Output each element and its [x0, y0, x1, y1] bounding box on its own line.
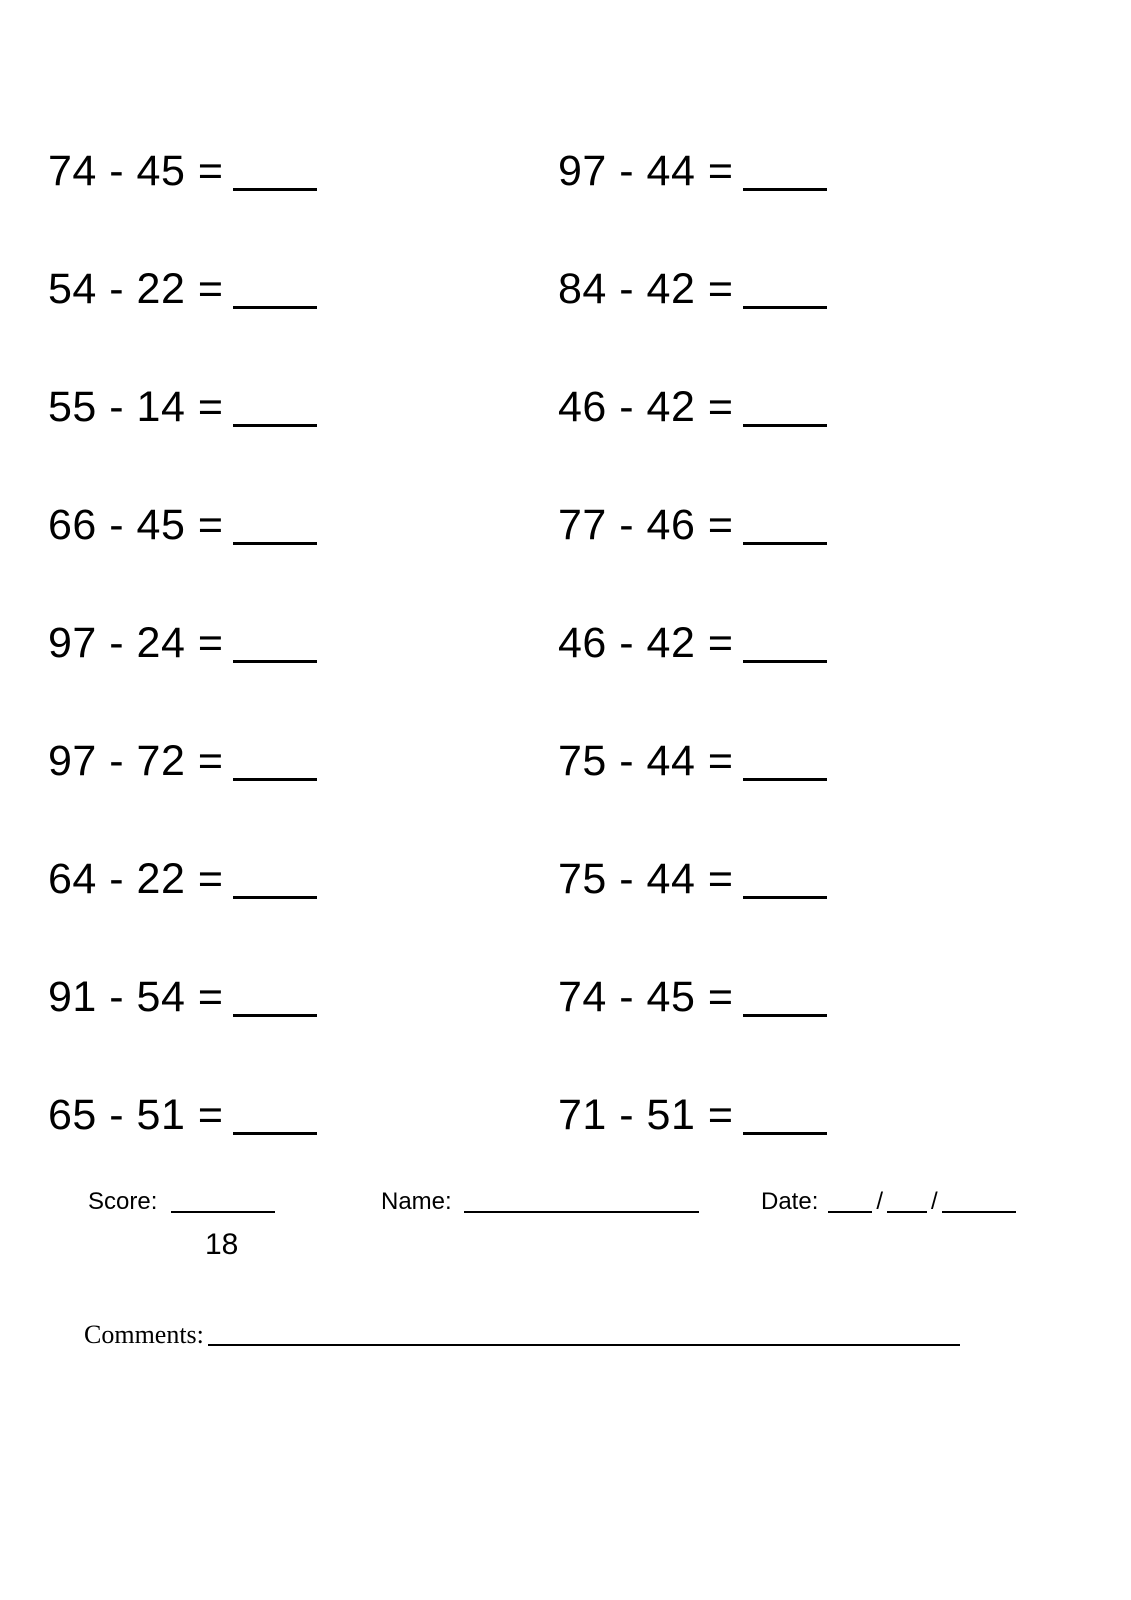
date-year-blank[interactable]: [942, 1211, 1016, 1213]
problem-item: [0, 855, 510, 903]
answer-blank[interactable]: [233, 424, 317, 427]
problem-item: [510, 383, 1130, 431]
problem-item: [0, 1091, 510, 1139]
comments-field: [84, 1320, 960, 1350]
problem-item: [510, 265, 1130, 313]
problem-item: [0, 501, 510, 549]
problem-item: [0, 737, 510, 785]
problem-item: [510, 501, 1130, 549]
problem-expression: 75 - 44 =: [558, 737, 734, 785]
worksheet-footer: [0, 1180, 1131, 1349]
problem-expression: 74 - 45 =: [48, 147, 224, 195]
answer-blank[interactable]: [233, 660, 317, 663]
name-field: [381, 1188, 699, 1216]
problem-row: [0, 737, 1131, 858]
problem-item: [510, 147, 1130, 195]
problem-expression: 71 - 51 =: [558, 1091, 734, 1139]
problem-item: [510, 619, 1130, 667]
comments-blank[interactable]: [208, 1344, 960, 1346]
problem-expression: 54 - 22 =: [48, 265, 224, 313]
problem-row: [0, 973, 1131, 1094]
problem-expression: 64 - 22 =: [48, 855, 224, 903]
answer-blank[interactable]: [743, 896, 827, 899]
answer-blank[interactable]: [743, 660, 827, 663]
problem-expression: 84 - 42 =: [558, 265, 734, 313]
footer-fields-row: [0, 1180, 1131, 1261]
problem-row: [0, 265, 1131, 386]
problem-item: [0, 973, 510, 1021]
problem-expression: 46 - 42 =: [558, 383, 734, 431]
problem-expression: 97 - 44 =: [558, 147, 734, 195]
score-label: Score:: [88, 1188, 158, 1215]
problem-row: [0, 147, 1131, 268]
problem-expression: 75 - 44 =: [558, 855, 734, 903]
answer-blank[interactable]: [233, 778, 317, 781]
problem-expression: 74 - 45 =: [558, 973, 734, 1021]
problem-row: [0, 855, 1131, 976]
date-label: Date:: [761, 1188, 819, 1215]
problem-item: [0, 265, 510, 313]
problem-expression: 97 - 72 =: [48, 737, 224, 785]
date-separator-2: /: [931, 1188, 938, 1215]
problem-expression: 55 - 14 =: [48, 383, 224, 431]
answer-blank[interactable]: [743, 306, 827, 309]
problem-item: [510, 737, 1130, 785]
problems-grid: [0, 147, 1131, 1212]
score-value: 18: [205, 1228, 239, 1261]
answer-blank[interactable]: [233, 896, 317, 899]
answer-blank[interactable]: [233, 188, 317, 191]
date-field: [761, 1188, 1016, 1216]
problem-expression: 66 - 45 =: [48, 501, 224, 549]
date-month-blank[interactable]: [828, 1211, 872, 1213]
problem-row: [0, 501, 1131, 622]
problem-expression: 46 - 42 =: [558, 619, 734, 667]
problem-item: [510, 973, 1130, 1021]
answer-blank[interactable]: [743, 1014, 827, 1017]
problem-item: [0, 619, 510, 667]
answer-blank[interactable]: [743, 542, 827, 545]
date-separator-1: /: [876, 1188, 884, 1215]
problem-item: [510, 1091, 1130, 1139]
problem-expression: 91 - 54 =: [48, 973, 224, 1021]
answer-blank[interactable]: [233, 1014, 317, 1017]
date-day-blank[interactable]: [887, 1211, 927, 1213]
score-blank[interactable]: [171, 1211, 275, 1213]
comments-label: Comments:: [84, 1320, 204, 1349]
answer-blank[interactable]: [233, 1132, 317, 1135]
answer-blank[interactable]: [743, 188, 827, 191]
answer-blank[interactable]: [743, 424, 827, 427]
answer-blank[interactable]: [743, 1132, 827, 1135]
problem-expression: 97 - 24 =: [48, 619, 224, 667]
name-blank[interactable]: [464, 1211, 699, 1213]
problem-expression: 77 - 46 =: [558, 501, 734, 549]
problem-row: [0, 383, 1131, 504]
problem-row: [0, 619, 1131, 740]
problem-expression: 65 - 51 =: [48, 1091, 224, 1139]
problem-item: [0, 147, 510, 195]
problem-item: [0, 383, 510, 431]
answer-blank[interactable]: [743, 778, 827, 781]
problem-item: [510, 855, 1130, 903]
answer-blank[interactable]: [233, 306, 317, 309]
answer-blank[interactable]: [233, 542, 317, 545]
name-label: Name:: [381, 1188, 452, 1215]
score-field: [88, 1188, 275, 1216]
